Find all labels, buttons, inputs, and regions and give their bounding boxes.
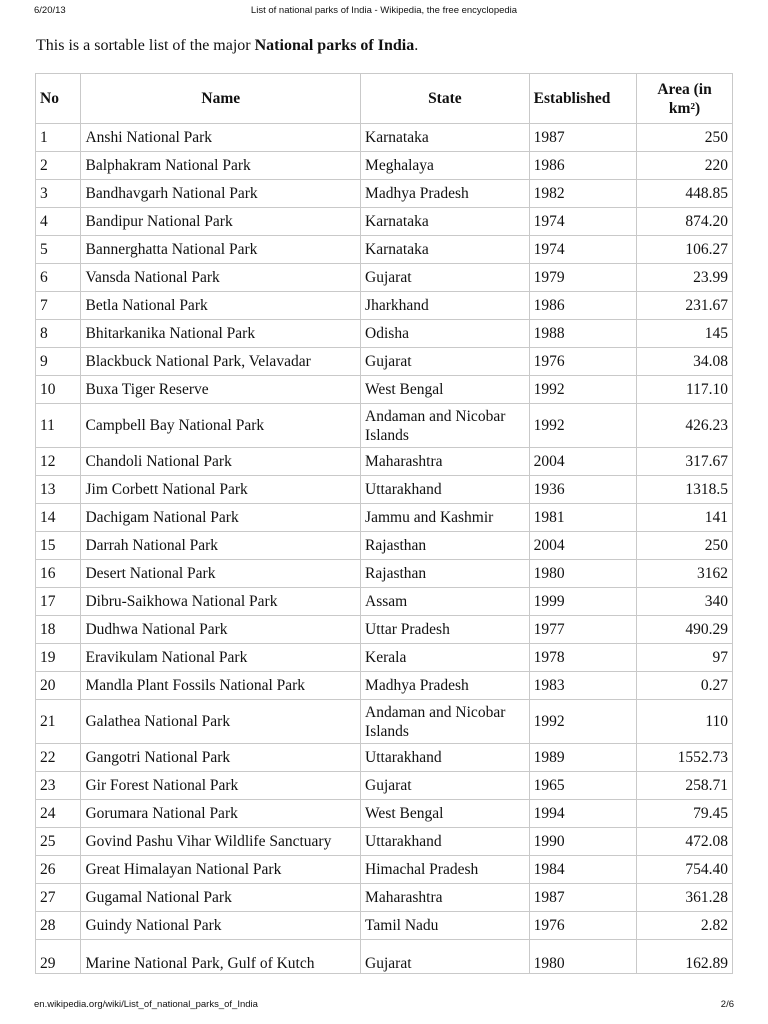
table-row: [36, 672, 733, 700]
cell-state: Madhya Pradesh: [361, 180, 530, 208]
cell-name[interactable]: Govind Pashu Vihar Wildlife Sanctuary: [81, 828, 361, 856]
cell-established: 1994: [529, 800, 636, 828]
cell-name[interactable]: Eravikulam National Park: [81, 644, 361, 672]
cell-name[interactable]: Gugamal National Park: [81, 884, 361, 912]
cell-no: 14: [36, 504, 81, 532]
cell-established: 1976: [529, 348, 636, 376]
cell-state: Jammu and Kashmir: [361, 504, 530, 532]
table-body: [36, 124, 733, 974]
cell-no: 8: [36, 320, 81, 348]
intro-link-national-parks[interactable]: National parks of India: [254, 37, 415, 54]
cell-area: 361.28: [637, 884, 733, 912]
cell-no: 16: [36, 560, 81, 588]
cell-state: West Bengal: [361, 800, 530, 828]
cell-area: 3162: [637, 560, 733, 588]
table-row: [36, 348, 733, 376]
cell-established: 1986: [529, 152, 636, 180]
table-row: [36, 800, 733, 828]
cell-no: 22: [36, 744, 81, 772]
cell-established: 1992: [529, 700, 636, 744]
cell-name[interactable]: Bandipur National Park: [81, 208, 361, 236]
cell-state: Jharkhand: [361, 292, 530, 320]
cell-no: 19: [36, 644, 81, 672]
cell-name[interactable]: Gangotri National Park: [81, 744, 361, 772]
cell-established: 1965: [529, 772, 636, 800]
cell-state: Himachal Pradesh: [361, 856, 530, 884]
cell-area: 250: [637, 124, 733, 152]
cell-area: 141: [637, 504, 733, 532]
cell-area: 117.10: [637, 376, 733, 404]
cell-state: Gujarat: [361, 940, 530, 974]
cell-name[interactable]: Vansda National Park: [81, 264, 361, 292]
cell-area: 220: [637, 152, 733, 180]
cell-state: Tamil Nadu: [361, 912, 530, 940]
cell-established: 1976: [529, 912, 636, 940]
cell-no: 18: [36, 616, 81, 644]
cell-state: Gujarat: [361, 264, 530, 292]
cell-area: 448.85: [637, 180, 733, 208]
table-row: [36, 476, 733, 504]
cell-name[interactable]: Darrah National Park: [81, 532, 361, 560]
table-row: [36, 376, 733, 404]
intro-paragraph: [36, 37, 418, 55]
cell-no: 13: [36, 476, 81, 504]
cell-no: 10: [36, 376, 81, 404]
cell-established: 2004: [529, 448, 636, 476]
intro-period: .: [414, 37, 419, 54]
cell-name[interactable]: Gir Forest National Park: [81, 772, 361, 800]
cell-no: 21: [36, 700, 81, 744]
cell-area: 23.99: [637, 264, 733, 292]
cell-state: Andaman and Nicobar Islands: [361, 700, 530, 744]
print-date: 6/20/13: [34, 5, 66, 16]
print-footer: [0, 995, 768, 1024]
cell-area: 754.40: [637, 856, 733, 884]
cell-no: 23: [36, 772, 81, 800]
cell-area: 231.67: [637, 292, 733, 320]
cell-name[interactable]: Galathea National Park: [81, 700, 361, 744]
cell-area: 490.29: [637, 616, 733, 644]
cell-name[interactable]: Balphakram National Park: [81, 152, 361, 180]
cell-area: 250: [637, 532, 733, 560]
cell-no: 7: [36, 292, 81, 320]
cell-established: 1977: [529, 616, 636, 644]
cell-area: 1318.5: [637, 476, 733, 504]
cell-name[interactable]: Bannerghatta National Park: [81, 236, 361, 264]
cell-state: Assam: [361, 588, 530, 616]
cell-area: 162.89: [637, 940, 733, 974]
cell-name[interactable]: Bhitarkanika National Park: [81, 320, 361, 348]
cell-no: 3: [36, 180, 81, 208]
cell-name[interactable]: Mandla Plant Fossils National Park: [81, 672, 361, 700]
table-row: [36, 644, 733, 672]
cell-area: 258.71: [637, 772, 733, 800]
cell-established: 1979: [529, 264, 636, 292]
cell-no: 25: [36, 828, 81, 856]
cell-established: 1980: [529, 940, 636, 974]
cell-state: Maharashtra: [361, 884, 530, 912]
cell-state: Gujarat: [361, 772, 530, 800]
print-page-number: 2/6: [720, 999, 734, 1010]
table-row: [36, 772, 733, 800]
table-row: [36, 124, 733, 152]
cell-no: 4: [36, 208, 81, 236]
table-header-row: [36, 74, 733, 124]
cell-area: 110: [637, 700, 733, 744]
cell-no: 15: [36, 532, 81, 560]
cell-name[interactable]: Campbell Bay National Park: [81, 404, 361, 448]
cell-area: 472.08: [637, 828, 733, 856]
cell-name[interactable]: Marine National Park, Gulf of Kutch: [81, 940, 361, 974]
cell-established: 1936: [529, 476, 636, 504]
cell-no: 11: [36, 404, 81, 448]
column-header-area[interactable]: Area (in km²): [637, 74, 733, 124]
cell-state: Andaman and Nicobar Islands: [361, 404, 530, 448]
cell-state: Uttarakhand: [361, 476, 530, 504]
cell-state: Karnataka: [361, 208, 530, 236]
cell-state: Uttarakhand: [361, 828, 530, 856]
cell-established: 1992: [529, 404, 636, 448]
table-row: [36, 884, 733, 912]
cell-no: 29: [36, 940, 81, 974]
cell-state: Madhya Pradesh: [361, 672, 530, 700]
cell-name[interactable]: Jim Corbett National Park: [81, 476, 361, 504]
column-header-no[interactable]: No: [36, 74, 81, 124]
cell-state: Rajasthan: [361, 560, 530, 588]
cell-state: West Bengal: [361, 376, 530, 404]
cell-no: 24: [36, 800, 81, 828]
cell-state: Odisha: [361, 320, 530, 348]
cell-established: 1989: [529, 744, 636, 772]
table-row: [36, 208, 733, 236]
cell-no: 20: [36, 672, 81, 700]
cell-established: 1990: [529, 828, 636, 856]
cell-established: 1986: [529, 292, 636, 320]
table-row: [36, 700, 733, 744]
cell-established: 1974: [529, 236, 636, 264]
cell-state: Karnataka: [361, 236, 530, 264]
print-header: [0, 0, 768, 20]
table-row: [36, 320, 733, 348]
cell-no: 5: [36, 236, 81, 264]
cell-no: 28: [36, 912, 81, 940]
cell-state: Rajasthan: [361, 532, 530, 560]
table-row: [36, 912, 733, 940]
cell-area: 34.08: [637, 348, 733, 376]
table-row: [36, 856, 733, 884]
cell-established: 1999: [529, 588, 636, 616]
cell-established: 1982: [529, 180, 636, 208]
cell-name[interactable]: Betla National Park: [81, 292, 361, 320]
cell-area: 145: [637, 320, 733, 348]
cell-state: Maharashtra: [361, 448, 530, 476]
cell-no: 6: [36, 264, 81, 292]
table-row: [36, 744, 733, 772]
intro-text: This is a sortable list of the major: [36, 37, 255, 54]
cell-established: 1988: [529, 320, 636, 348]
cell-state: Uttar Pradesh: [361, 616, 530, 644]
cell-name[interactable]: Guindy National Park: [81, 912, 361, 940]
cell-area: 97: [637, 644, 733, 672]
cell-area: 340: [637, 588, 733, 616]
table-row: [36, 504, 733, 532]
table-row: [36, 180, 733, 208]
cell-name[interactable]: Dachigam National Park: [81, 504, 361, 532]
cell-established: 1992: [529, 376, 636, 404]
cell-established: 1981: [529, 504, 636, 532]
cell-name[interactable]: Desert National Park: [81, 560, 361, 588]
table-row: [36, 292, 733, 320]
cell-established: 2004: [529, 532, 636, 560]
cell-established: 1983: [529, 672, 636, 700]
cell-name[interactable]: Bandhavgarh National Park: [81, 180, 361, 208]
cell-state: Meghalaya: [361, 152, 530, 180]
print-page-title: List of national parks of India - Wikipedia, the free encyclopedia: [250, 5, 518, 16]
cell-no: 26: [36, 856, 81, 884]
cell-name[interactable]: Buxa Tiger Reserve: [81, 376, 361, 404]
cell-established: 1984: [529, 856, 636, 884]
table-row: [36, 828, 733, 856]
cell-area: 874.20: [637, 208, 733, 236]
cell-name[interactable]: Dibru-Saikhowa National Park: [81, 588, 361, 616]
cell-name[interactable]: Dudhwa National Park: [81, 616, 361, 644]
cell-area: 2.82: [637, 912, 733, 940]
cell-area: 106.27: [637, 236, 733, 264]
cell-area: 79.45: [637, 800, 733, 828]
cell-name[interactable]: Chandoli National Park: [81, 448, 361, 476]
table-row: [36, 532, 733, 560]
print-url: en.wikipedia.org/wiki/List_of_national_parks_of_India: [34, 999, 258, 1010]
table-row: [36, 448, 733, 476]
table-row: [36, 404, 733, 448]
cell-established: 1978: [529, 644, 636, 672]
cell-no: 12: [36, 448, 81, 476]
table-row: [36, 152, 733, 180]
cell-area: 0.27: [637, 672, 733, 700]
cell-name[interactable]: Great Himalayan National Park: [81, 856, 361, 884]
cell-no: 17: [36, 588, 81, 616]
cell-no: 9: [36, 348, 81, 376]
table-row: [36, 616, 733, 644]
cell-established: 1987: [529, 124, 636, 152]
table-row: [36, 236, 733, 264]
cell-established: 1987: [529, 884, 636, 912]
cell-established: 1980: [529, 560, 636, 588]
cell-state: Kerala: [361, 644, 530, 672]
table-row: [36, 560, 733, 588]
cell-state: Gujarat: [361, 348, 530, 376]
cell-state: Uttarakhand: [361, 744, 530, 772]
cell-name[interactable]: Anshi National Park: [81, 124, 361, 152]
cell-no: 1: [36, 124, 81, 152]
cell-no: 2: [36, 152, 81, 180]
column-header-name[interactable]: Name: [81, 74, 361, 124]
national-parks-table: [35, 73, 733, 974]
table-row: [36, 264, 733, 292]
cell-area: 317.67: [637, 448, 733, 476]
table-row: [36, 588, 733, 616]
column-header-established[interactable]: Established: [529, 74, 636, 124]
table-row: [36, 940, 733, 974]
cell-no: 27: [36, 884, 81, 912]
cell-name[interactable]: Blackbuck National Park, Velavadar: [81, 348, 361, 376]
cell-area: 426.23: [637, 404, 733, 448]
cell-state: Karnataka: [361, 124, 530, 152]
cell-name[interactable]: Gorumara National Park: [81, 800, 361, 828]
cell-established: 1974: [529, 208, 636, 236]
column-header-state[interactable]: State: [361, 74, 530, 124]
cell-area: 1552.73: [637, 744, 733, 772]
